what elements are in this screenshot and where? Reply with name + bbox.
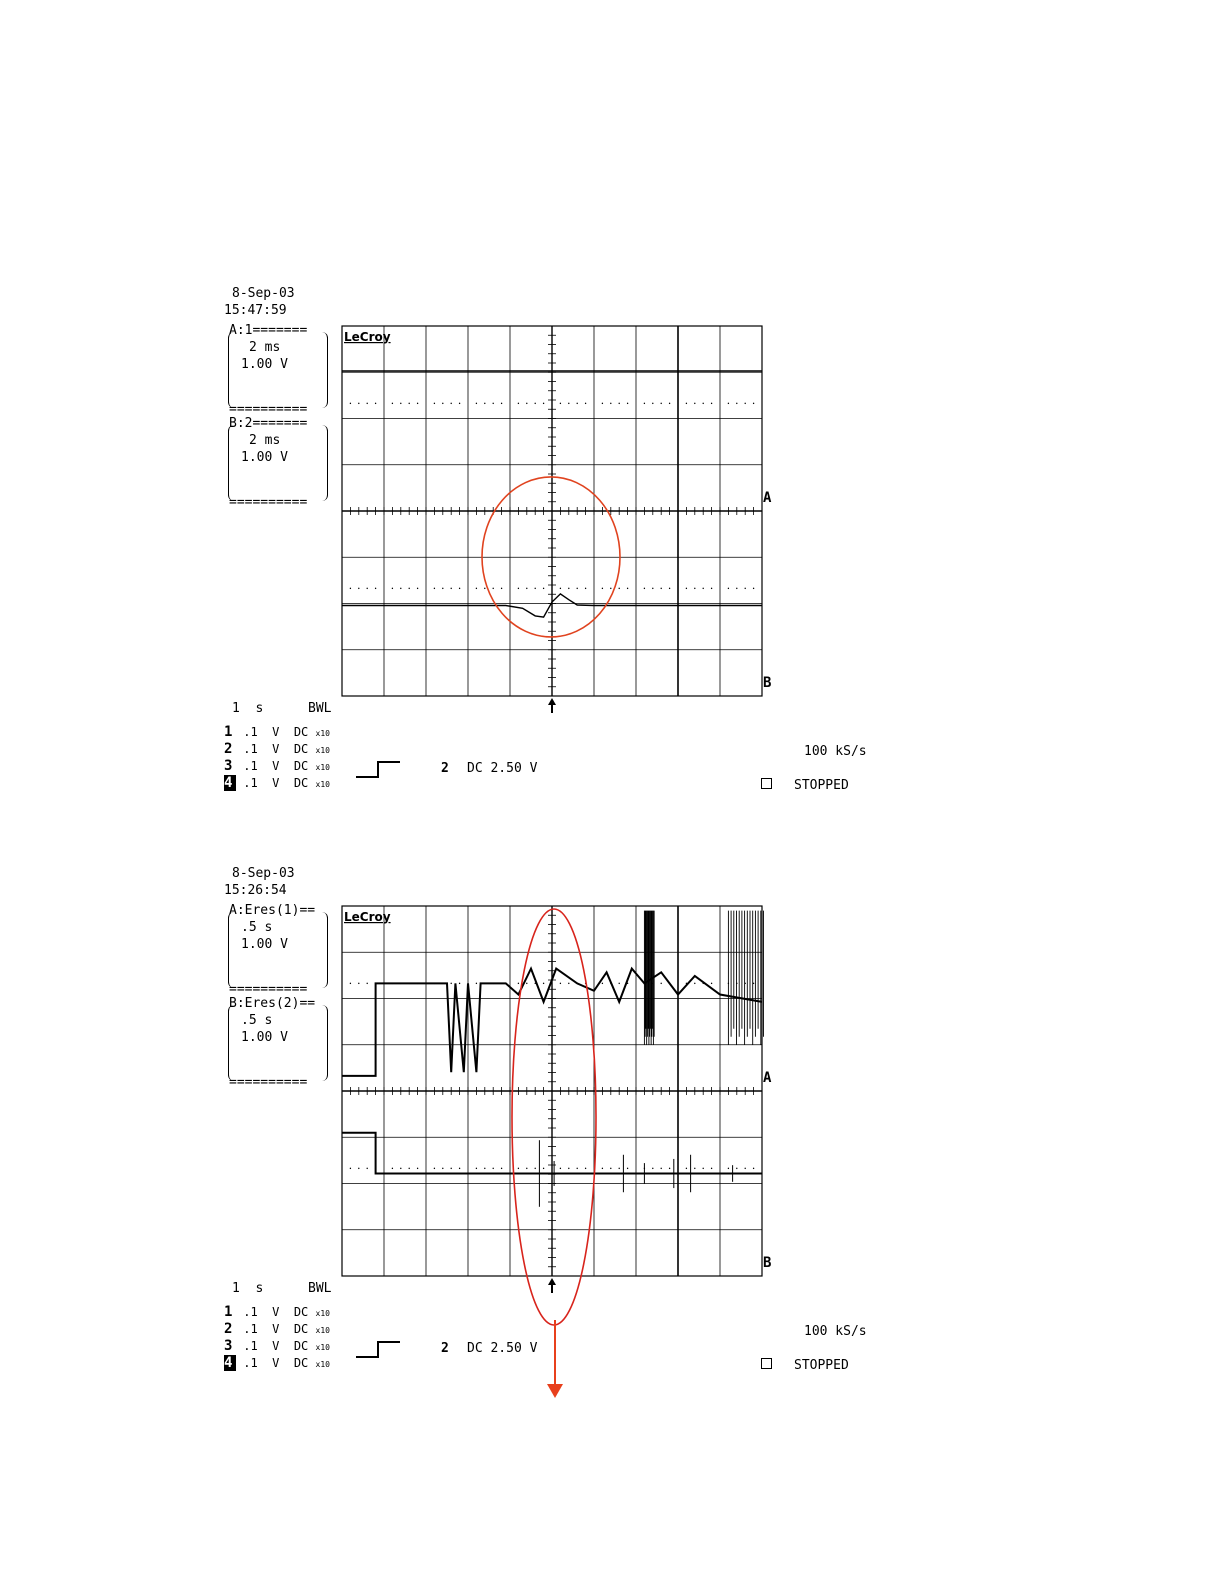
grid-dot — [484, 1168, 485, 1169]
marker-a-label: A — [763, 489, 772, 506]
grid-dot — [627, 1168, 628, 1169]
grid-dot — [736, 1168, 737, 1169]
grid-dot — [392, 1168, 393, 1169]
grid-dot — [694, 403, 695, 404]
channel-row: 2 .1 V DC x10 — [224, 741, 330, 757]
grid-dot — [652, 1168, 653, 1169]
grid-dot — [610, 1168, 611, 1169]
grid-dot — [451, 983, 452, 984]
grid-dot — [560, 1168, 561, 1169]
trace-b-volts: 1.00 V — [241, 1030, 288, 1045]
sample-rate: 100 kS/s — [804, 1324, 867, 1339]
grid-dot — [417, 1168, 418, 1169]
trace-a-box — [228, 903, 328, 997]
trace-b-head: B:2======= — [229, 416, 308, 431]
grid-dot — [669, 1168, 670, 1169]
grid-dot — [736, 403, 737, 404]
grid-dot — [409, 1168, 410, 1169]
grid-dot — [728, 1168, 729, 1169]
grid-dot — [543, 983, 544, 984]
grid-dot — [568, 1168, 569, 1169]
trigger-edge-icon — [356, 1340, 402, 1360]
grid-dot — [493, 1168, 494, 1169]
grid-dot — [711, 1168, 712, 1169]
trigger-channel: 2 — [441, 1341, 449, 1356]
grid-dot — [602, 1168, 603, 1169]
grid-dot — [484, 403, 485, 404]
grid-dot — [560, 403, 561, 404]
trace-b-volts: 1.00 V — [241, 450, 288, 465]
lecroy-logo: LeCroy — [344, 910, 391, 924]
trace-b-box — [228, 996, 328, 1090]
lecroy-logo: LeCroy — [344, 330, 391, 344]
grid-dot — [535, 1168, 536, 1169]
grid-dot — [711, 983, 712, 984]
grid-dot — [703, 403, 704, 404]
down-arrow-icon — [546, 1320, 566, 1400]
grid-dot — [577, 1168, 578, 1169]
grid-dot — [585, 403, 586, 404]
grid-dot — [585, 1168, 586, 1169]
grid-dot — [367, 403, 368, 404]
channel-row: 2 .1 V DC x10 — [224, 1321, 330, 1337]
grid-dot — [434, 1168, 435, 1169]
trace-a-foot: ========== — [229, 982, 308, 997]
grid-dot — [409, 403, 410, 404]
grid-dot — [358, 983, 359, 984]
grid-dot — [661, 1168, 662, 1169]
acquisition-status: STOPPED — [794, 778, 849, 793]
marker-b-label: B — [763, 1254, 772, 1271]
trace-a-volts: 1.00 V — [241, 357, 288, 372]
grid-dot — [400, 1168, 401, 1169]
trace-a-box — [228, 323, 328, 417]
grid-dot — [535, 403, 536, 404]
marker-b-label: B — [763, 674, 772, 691]
grid-dot — [358, 1168, 359, 1169]
trace-b-timebase: .5 s — [241, 1013, 273, 1028]
grid-dot — [501, 1168, 502, 1169]
grid-dot — [442, 403, 443, 404]
grid-dot — [703, 1168, 704, 1169]
status-box-icon — [761, 1358, 772, 1369]
grid-dot — [694, 983, 695, 984]
grid-dot — [459, 1168, 460, 1169]
time-div-label: 1 s — [232, 1281, 264, 1296]
capture-time: 15:47:59 — [224, 303, 287, 318]
grid-dot — [745, 403, 746, 404]
grid-dot — [350, 403, 351, 404]
grid-dot — [350, 983, 351, 984]
trigger-arrow-head — [548, 1278, 556, 1285]
channel-row: 1 .1 V DC x10 — [224, 724, 330, 740]
grid-dot — [518, 403, 519, 404]
grid-dot — [543, 1168, 544, 1169]
grid-dot — [526, 983, 527, 984]
grid-dot — [602, 983, 603, 984]
grid-dot — [686, 403, 687, 404]
grid-dot — [434, 403, 435, 404]
grid-dot — [375, 403, 376, 404]
grid-dot — [619, 403, 620, 404]
grid-dot — [686, 1168, 687, 1169]
grid-dot — [501, 403, 502, 404]
grid-dot — [652, 403, 653, 404]
grid-dot — [644, 403, 645, 404]
capture-date: 8-Sep-03 — [232, 866, 295, 881]
channel-row: 4 .1 V DC x10 — [224, 775, 330, 791]
grid-dot — [661, 983, 662, 984]
trace-b-timebase: 2 ms — [249, 433, 281, 448]
highlight-ellipse — [512, 909, 596, 1325]
grid-dot — [459, 403, 460, 404]
marker-a-label: A — [763, 1069, 772, 1086]
channel-row: 4 .1 V DC x10 — [224, 1355, 330, 1371]
grid-dot — [745, 1168, 746, 1169]
grid-dot — [627, 403, 628, 404]
grid-dot — [568, 983, 569, 984]
grid-dot — [350, 1168, 351, 1169]
grid-dot — [560, 983, 561, 984]
grid-dot — [451, 403, 452, 404]
grid-dot — [392, 403, 393, 404]
channel-row: 1 .1 V DC x10 — [224, 1304, 330, 1320]
channel-row: 3 .1 V DC x10 — [224, 1338, 330, 1354]
scope-grid-2 — [341, 905, 772, 1277]
trace-a-timebase: 2 ms — [249, 340, 281, 355]
grid-dot — [451, 1168, 452, 1169]
grid-dot — [694, 1168, 695, 1169]
grid-dot — [711, 403, 712, 404]
grid-dot — [669, 403, 670, 404]
trace-a-volts: 1.00 V — [241, 937, 288, 952]
grid-dot — [476, 983, 477, 984]
trigger-setting: DC 2.50 V — [467, 1341, 538, 1356]
acquisition-status: STOPPED — [794, 1358, 849, 1373]
grid-dot — [526, 1168, 527, 1169]
grid-dot — [526, 403, 527, 404]
trigger-setting: DC 2.50 V — [467, 761, 538, 776]
trigger-channel: 2 — [441, 761, 449, 776]
grid-dot — [518, 1168, 519, 1169]
trace-b-head: B:Eres(2)== — [229, 996, 316, 1011]
trace-b-foot: ========== — [229, 495, 308, 510]
capture-date: 8-Sep-03 — [232, 286, 295, 301]
sample-rate: 100 kS/s — [804, 744, 867, 759]
grid-dot — [367, 1168, 368, 1169]
grid-dot — [442, 1168, 443, 1169]
grid-dot — [459, 983, 460, 984]
trace-b-box — [228, 416, 328, 510]
grid-dot — [610, 403, 611, 404]
trace-a-timebase: .5 s — [241, 920, 273, 935]
grid-dot — [661, 403, 662, 404]
trace-b-foot: ========== — [229, 1075, 308, 1090]
bwl-label: BWL — [308, 1281, 332, 1296]
grid-dot — [619, 1168, 620, 1169]
grid-dot — [602, 403, 603, 404]
grid-dot — [753, 1168, 754, 1169]
grid-dot — [367, 983, 368, 984]
scope-screen-2 — [0, 580, 1224, 1373]
grid-dot — [493, 403, 494, 404]
grid-dot — [476, 403, 477, 404]
grid-dot — [476, 1168, 477, 1169]
trace-a-head: A:Eres(1)== — [229, 903, 316, 918]
capture-time: 15:26:54 — [224, 883, 287, 898]
grid-dot — [400, 403, 401, 404]
grid-dot — [543, 403, 544, 404]
trace-a-foot: ========== — [229, 402, 308, 417]
grid-dot — [728, 403, 729, 404]
channel-row: 3 .1 V DC x10 — [224, 758, 330, 774]
grid-dot — [577, 403, 578, 404]
grid-dot — [417, 403, 418, 404]
time-div-label: 1 s — [232, 701, 264, 716]
trace-a-head: A:1======= — [229, 323, 308, 338]
grid-dot — [568, 403, 569, 404]
grid-dot — [753, 403, 754, 404]
bwl-label: BWL — [308, 701, 332, 716]
grid-dot — [358, 403, 359, 404]
grid-group — [342, 906, 772, 1325]
grid-dot — [619, 983, 620, 984]
grid-dot — [518, 983, 519, 984]
